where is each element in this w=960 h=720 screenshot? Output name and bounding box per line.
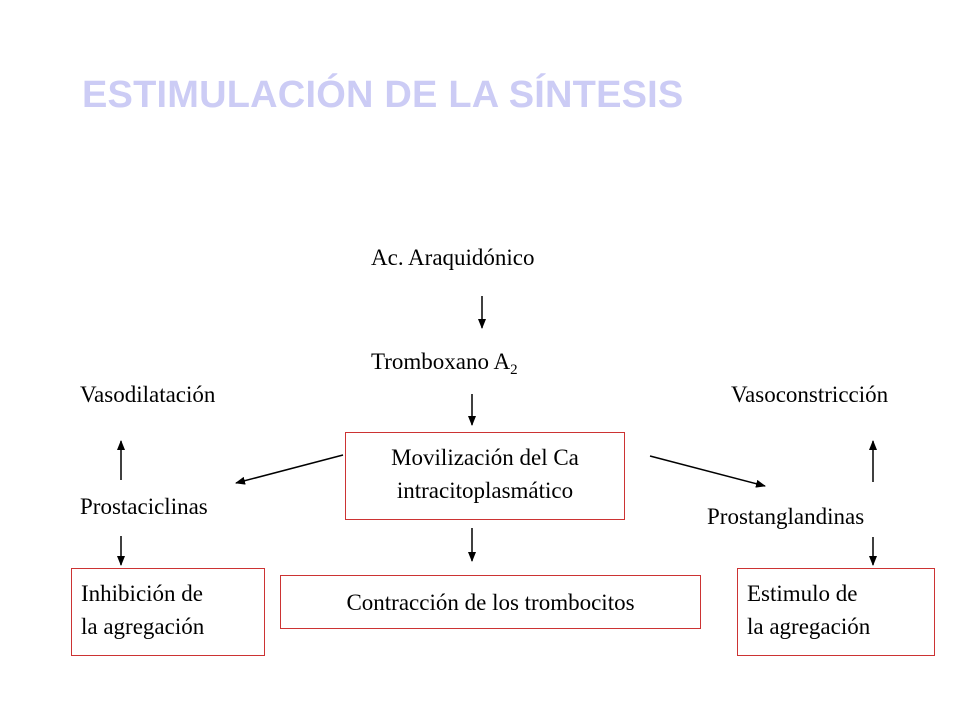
node-tromboxano	[371, 348, 518, 376]
page-title: ESTIMULACIÓN DE LA SÍNTESIS	[82, 74, 684, 116]
node-prostaciclinas: Prostaciclinas	[80, 494, 208, 519]
estimulo-line1: Estimulo de	[747, 581, 858, 606]
tromboxano-text: Tromboxano A	[371, 349, 511, 374]
node-estimulo-box	[737, 568, 935, 656]
node-prostanglandinas: Prostanglandinas	[707, 504, 865, 529]
node-contraccion-box	[280, 575, 701, 629]
arrow-movilizacion-to-prostaciclinas	[236, 455, 343, 483]
movilizacion-line1: Movilización del Ca	[391, 445, 579, 470]
arrow-movilizacion-to-prostanglandinas	[650, 456, 765, 486]
estimulo-line2: la agregación	[747, 614, 871, 640]
node-movilizacion-box	[345, 432, 625, 520]
movilizacion-line2: intracitoplasmático	[396, 478, 574, 504]
node-araquidonico: Ac. Araquidónico	[371, 245, 535, 270]
inhibicion-line2: la agregación	[81, 614, 205, 640]
contraccion-text: Contracción de los trombocitos	[346, 590, 635, 615]
node-vasoconstriccion: Vasoconstricción	[731, 382, 889, 407]
inhibicion-line1: Inhibición de	[81, 581, 203, 606]
tromboxano-subscript: 2	[510, 362, 518, 378]
node-inhibicion-box	[71, 568, 265, 656]
node-vasodilatacion: Vasodilatación	[80, 382, 216, 407]
